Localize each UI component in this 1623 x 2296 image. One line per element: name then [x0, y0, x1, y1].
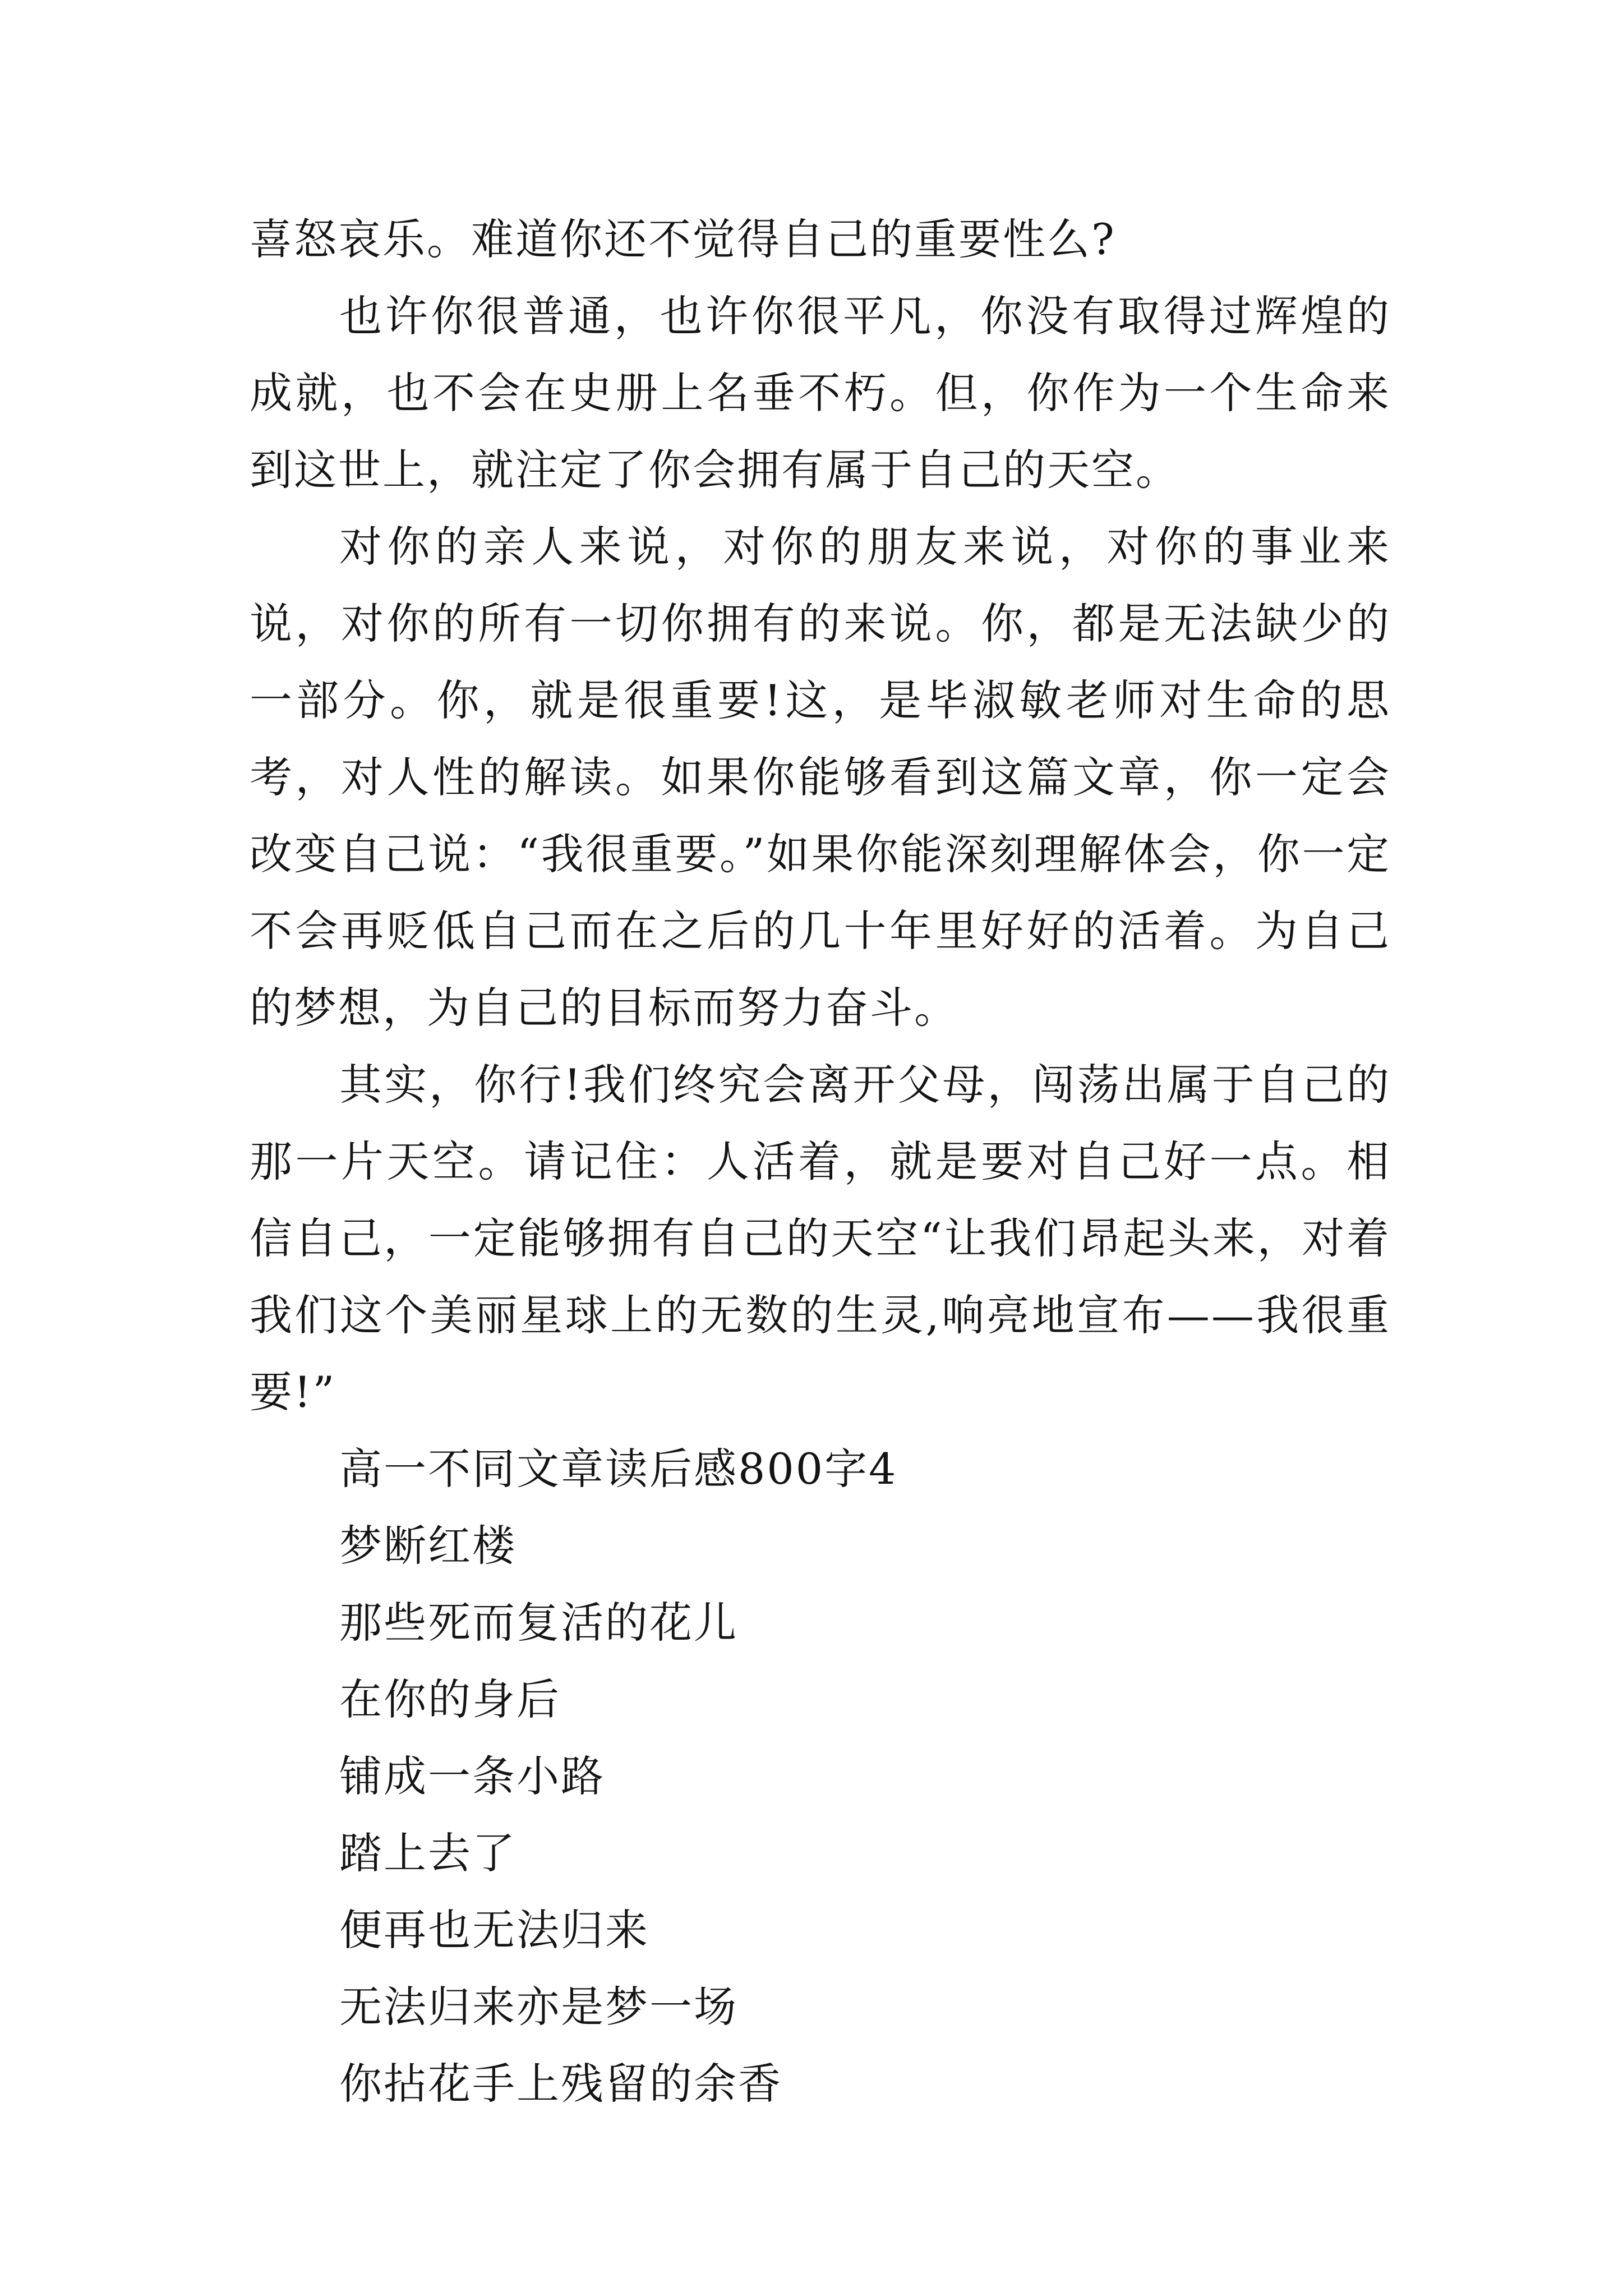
document-body — [250, 201, 1391, 2122]
poem-line: 那些死而复活的花儿 — [339, 1598, 738, 1648]
poem-line: 铺成一条小路 — [339, 1751, 605, 1801]
poem-line: 你拈花手上残留的余香 — [339, 2059, 782, 2109]
poem-line: 梦断红楼 — [339, 1521, 517, 1571]
poem-line: 便再也无法归来 — [339, 1905, 649, 1955]
paragraph-continuation: 喜怒哀乐。难道你还不觉得自己的重要性么? — [250, 214, 1116, 264]
paragraph: 也许你很普通，也许你很平凡，你没有取得过辉煌的成就，也不会在史册上名垂不朽。但，你作为一个生命来到这世上，就注定了你会拥有属于自己的天空。 — [250, 291, 1391, 495]
paragraph: 对你的亲人来说，对你的朋友来说，对你的事业来说，对你的所有一切你拥有的来说。你，都是无法缺少的一部分。你，就是很重要!这，是毕淑敏老师对生命的思考，对人性的解读。如果你能够看到这篇文章，你一定会改变自己说：“我很重要。”如果你能深刻理解体会，你一定不会再贬低自己而在之后的几十年里好好的活着。为自己的梦想，为自己的目标而努力奋斗。 — [250, 522, 1391, 1033]
section-title: 高一不同文章读后感800字4 — [339, 1444, 898, 1494]
poem-line: 无法归来亦是梦一场 — [339, 1982, 738, 2032]
poem-line: 在你的身后 — [339, 1674, 561, 1724]
paragraph: 其实，你行!我们终究会离开父母，闯荡出属于自己的那一片天空。请记住：人活着，就是要对自己好一点。相信自己，一定能够拥有自己的天空“让我们昂起头来，对着我们这个美丽星球上的无数的生灵,响亮地宣布——我很重要!” — [250, 1060, 1391, 1417]
poem-line: 踏上去了 — [339, 1828, 517, 1878]
